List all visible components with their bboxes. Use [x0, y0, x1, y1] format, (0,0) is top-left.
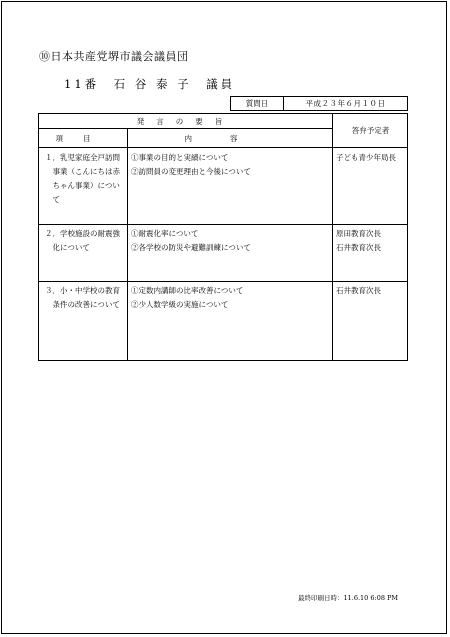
table-row-1-answerer	[336, 151, 406, 165]
column-divider-answer	[332, 148, 333, 360]
row-divider-1	[39, 224, 407, 225]
party-name: ⑩日本共産党堺市議会議員団	[39, 50, 189, 63]
column-divider-item	[127, 148, 128, 360]
item-line: て	[45, 195, 60, 204]
content-line: ①耐震化率について	[131, 229, 199, 238]
table-row-2-item	[45, 227, 125, 255]
item-line: ちゃん事業）につい	[45, 181, 120, 190]
item-line: １．乳児家庭全戸訪問	[45, 153, 120, 162]
answerer-header: 答弁予定者	[332, 114, 408, 147]
content-line: ②訪問員の変更理由と今後について	[131, 167, 251, 176]
content-line: ②各学校の防災や避難訓練について	[131, 243, 251, 252]
content-line: ②少人数学級の実施について	[131, 300, 229, 309]
answerer-line: 石井教育次長	[336, 286, 381, 295]
print-timestamp: 最終印刷日時：11.6.10 6:08 PM	[298, 594, 399, 602]
answerer-line: 石井教育次長	[336, 243, 381, 252]
item-line: 事業（こんにちは赤	[45, 167, 120, 176]
item-line: ３．小・中学校の教育	[45, 286, 120, 295]
answerer-line: 原田教育次長	[336, 229, 381, 238]
question-date-label: 質問日	[231, 97, 284, 110]
content-line: ①定数内講師の比率改善について	[131, 286, 244, 295]
question-date-box	[230, 96, 408, 111]
table-row-1-content	[131, 151, 329, 179]
table-row-3-answerer	[336, 284, 406, 298]
row-divider-2	[39, 281, 407, 282]
speech-summary-header: 発言の要旨	[39, 114, 332, 129]
question-date-value: 平成２３年６月１０日	[305, 99, 386, 108]
item-line: ２．学校施設の耐震強	[45, 229, 120, 238]
speaker-name: 11番 石 谷 泰 子 議員	[64, 77, 236, 91]
content-line: ①事業の目的と実績について	[131, 153, 229, 162]
table-row-1-item	[45, 151, 125, 207]
table-row-2-answerer	[336, 227, 406, 255]
item-line: 条件の改善について	[45, 300, 120, 309]
speech-table	[38, 113, 408, 361]
content-header: 内容	[184, 133, 276, 143]
table-row-3-content	[131, 284, 329, 312]
item-line: 化について	[45, 243, 90, 252]
table-row-2-content	[131, 227, 329, 255]
table-row-3-item	[45, 284, 125, 312]
item-header: 項目	[39, 129, 128, 147]
answerer-line: 子ども青少年局長	[336, 153, 396, 162]
table-header	[39, 114, 407, 148]
